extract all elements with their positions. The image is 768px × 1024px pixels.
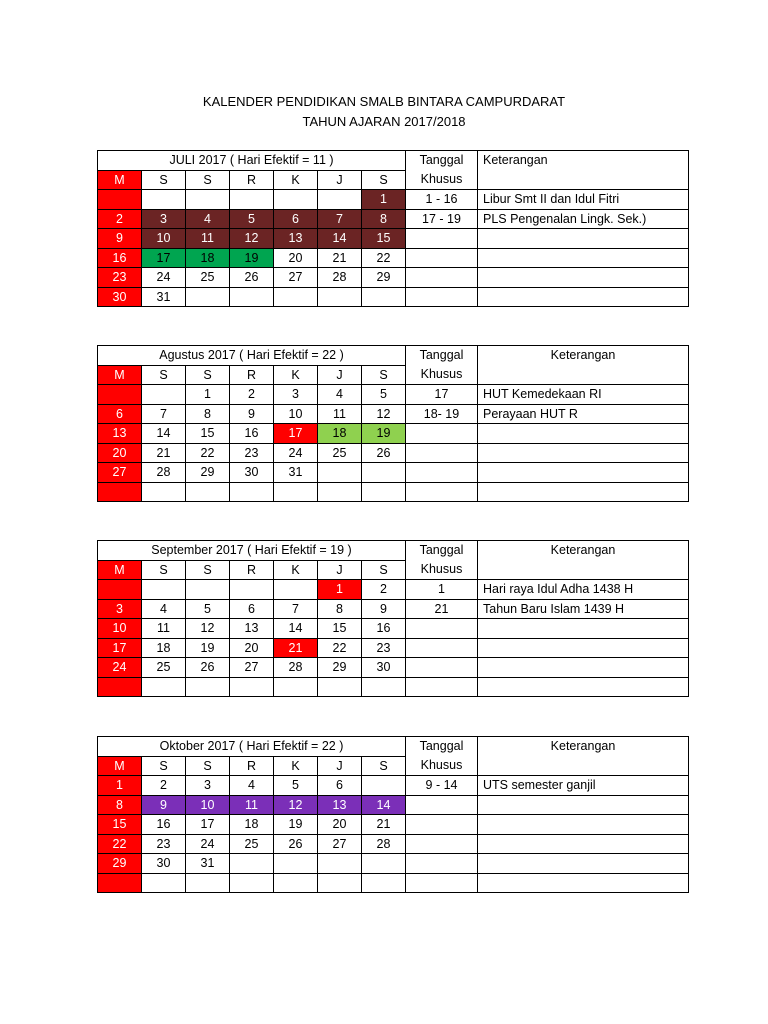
note-date: 1 [406, 580, 478, 600]
note-description: UTS semester ganjil [478, 776, 689, 796]
day-cell: 21 [142, 443, 186, 463]
day-cell [230, 873, 274, 893]
note-date [406, 443, 478, 463]
tanggal-khusus-header: Tanggal Khusus [406, 737, 478, 776]
weekday-label: S [362, 365, 406, 385]
day-cell: 13 [230, 619, 274, 639]
day-cell: 22 [318, 638, 362, 658]
day-cell: 15 [362, 229, 406, 249]
day-cell [98, 580, 142, 600]
day-cell [274, 482, 318, 502]
day-cell: 2 [362, 580, 406, 600]
day-cell [274, 580, 318, 600]
day-cell: 16 [362, 619, 406, 639]
day-cell: 22 [186, 443, 230, 463]
day-cell: 25 [186, 268, 230, 288]
weekday-label: J [318, 170, 362, 190]
day-cell [98, 190, 142, 210]
note-description [478, 677, 689, 697]
day-cell: 7 [274, 599, 318, 619]
week-row [98, 677, 689, 697]
day-cell: 29 [186, 463, 230, 483]
day-cell: 18 [230, 815, 274, 835]
day-cell [142, 190, 186, 210]
day-cell: 15 [98, 815, 142, 835]
day-cell: 29 [362, 268, 406, 288]
week-row [98, 873, 689, 893]
day-cell: 28 [362, 834, 406, 854]
note-date: 21 [406, 599, 478, 619]
month-table [97, 150, 689, 307]
day-cell [98, 482, 142, 502]
day-cell: 23 [142, 834, 186, 854]
weekday-label: J [318, 560, 362, 580]
day-cell [362, 463, 406, 483]
weekday-label: S [142, 170, 186, 190]
note-description: PLS Pengenalan Lingk. Sek.) [478, 209, 689, 229]
day-cell [230, 190, 274, 210]
note-date: 1 - 16 [406, 190, 478, 210]
weekday-label: K [274, 756, 318, 776]
day-cell: 26 [362, 443, 406, 463]
day-cell: 8 [98, 795, 142, 815]
day-cell: 26 [274, 834, 318, 854]
day-cell: 5 [186, 599, 230, 619]
day-cell: 22 [362, 248, 406, 268]
tanggal-khusus-header: Tanggal Khusus [406, 541, 478, 580]
day-cell [362, 482, 406, 502]
day-cell: 15 [186, 424, 230, 444]
day-cell: 19 [362, 424, 406, 444]
week-row [98, 580, 689, 600]
note-date [406, 854, 478, 874]
day-cell: 7 [142, 404, 186, 424]
day-cell: 12 [186, 619, 230, 639]
note-date [406, 268, 478, 288]
month-header: JULI 2017 ( Hari Efektif = 11 ) [98, 151, 406, 171]
day-cell: 30 [230, 463, 274, 483]
note-description [478, 795, 689, 815]
day-cell: 28 [142, 463, 186, 483]
weekday-label: S [142, 756, 186, 776]
day-cell: 19 [274, 815, 318, 835]
day-cell: 5 [230, 209, 274, 229]
weekday-label: S [186, 560, 230, 580]
day-cell [142, 677, 186, 697]
day-cell [362, 776, 406, 796]
day-cell: 20 [274, 248, 318, 268]
day-cell: 14 [318, 229, 362, 249]
day-cell [186, 190, 230, 210]
month-table [97, 736, 689, 893]
day-cell [274, 873, 318, 893]
note-description [478, 619, 689, 639]
day-cell: 11 [318, 404, 362, 424]
note-description: Tahun Baru Islam 1439 H [478, 599, 689, 619]
note-date [406, 834, 478, 854]
note-date [406, 638, 478, 658]
note-description [478, 638, 689, 658]
note-date [406, 677, 478, 697]
month-header: Oktober 2017 ( Hari Efektif = 22 ) [98, 737, 406, 757]
weekday-label: J [318, 756, 362, 776]
day-cell: 8 [186, 404, 230, 424]
note-date [406, 424, 478, 444]
day-cell [186, 873, 230, 893]
day-cell: 4 [318, 385, 362, 405]
day-cell: 3 [186, 776, 230, 796]
note-description: Libur Smt II dan Idul Fitri [478, 190, 689, 210]
day-cell: 25 [142, 658, 186, 678]
day-cell: 24 [274, 443, 318, 463]
day-cell [142, 385, 186, 405]
note-date [406, 619, 478, 639]
weekday-label: S [142, 560, 186, 580]
tanggal-khusus-header: Tanggal Khusus [406, 151, 478, 190]
week-row [98, 287, 689, 307]
weekday-label: R [230, 170, 274, 190]
day-cell: 24 [142, 268, 186, 288]
day-cell [318, 873, 362, 893]
day-cell: 8 [362, 209, 406, 229]
day-cell: 27 [274, 268, 318, 288]
week-row [98, 463, 689, 483]
day-cell [142, 482, 186, 502]
day-cell [362, 854, 406, 874]
week-row [98, 209, 689, 229]
note-date: 18- 19 [406, 404, 478, 424]
day-cell: 3 [142, 209, 186, 229]
day-cell: 12 [274, 795, 318, 815]
week-row [98, 638, 689, 658]
day-cell [274, 677, 318, 697]
day-cell [230, 854, 274, 874]
day-cell: 20 [98, 443, 142, 463]
week-row [98, 482, 689, 502]
day-cell: 11 [186, 229, 230, 249]
weekday-label: M [98, 560, 142, 580]
note-description [478, 287, 689, 307]
day-cell [230, 677, 274, 697]
month-header: September 2017 ( Hari Efektif = 19 ) [98, 541, 406, 561]
note-date [406, 287, 478, 307]
weekday-label: K [274, 170, 318, 190]
keterangan-header: Keterangan [478, 541, 689, 580]
week-row [98, 190, 689, 210]
day-cell: 23 [362, 638, 406, 658]
note-date [406, 658, 478, 678]
day-cell: 3 [274, 385, 318, 405]
day-cell: 3 [98, 599, 142, 619]
keterangan-header: Keterangan [478, 346, 689, 385]
day-cell: 1 [362, 190, 406, 210]
note-description: Hari raya Idul Adha 1438 H [478, 580, 689, 600]
day-cell: 1 [186, 385, 230, 405]
day-cell: 31 [142, 287, 186, 307]
month-table [97, 345, 689, 502]
day-cell: 20 [318, 815, 362, 835]
note-description [478, 248, 689, 268]
week-row [98, 834, 689, 854]
day-cell: 13 [98, 424, 142, 444]
day-cell [362, 677, 406, 697]
day-cell: 10 [186, 795, 230, 815]
note-description [478, 268, 689, 288]
month-header-row [98, 346, 689, 366]
weekday-label: S [142, 365, 186, 385]
day-cell [318, 287, 362, 307]
week-row [98, 815, 689, 835]
day-cell: 25 [230, 834, 274, 854]
month-header-row [98, 541, 689, 561]
note-date: 9 - 14 [406, 776, 478, 796]
note-description [478, 463, 689, 483]
weekday-label: J [318, 365, 362, 385]
weekday-label: K [274, 365, 318, 385]
week-row [98, 385, 689, 405]
day-cell [98, 873, 142, 893]
day-cell [230, 482, 274, 502]
day-cell: 31 [274, 463, 318, 483]
note-date [406, 482, 478, 502]
day-cell: 30 [98, 287, 142, 307]
day-cell: 18 [186, 248, 230, 268]
document-title: KALENDER PENDIDIKAN SMALB BINTARA CAMPURDARAT [202, 94, 566, 109]
note-description [478, 424, 689, 444]
day-cell: 12 [230, 229, 274, 249]
week-row [98, 404, 689, 424]
day-cell: 30 [142, 854, 186, 874]
day-cell: 21 [274, 638, 318, 658]
note-date [406, 795, 478, 815]
day-cell: 25 [318, 443, 362, 463]
day-cell: 5 [274, 776, 318, 796]
day-cell: 6 [230, 599, 274, 619]
day-cell [230, 580, 274, 600]
day-cell: 17 [142, 248, 186, 268]
day-cell: 4 [186, 209, 230, 229]
day-cell [186, 580, 230, 600]
day-cell: 9 [142, 795, 186, 815]
day-cell [142, 580, 186, 600]
day-cell: 16 [98, 248, 142, 268]
month-header: Agustus 2017 ( Hari Efektif = 22 ) [98, 346, 406, 366]
note-description: Perayaan HUT R [478, 404, 689, 424]
day-cell [142, 873, 186, 893]
note-description [478, 482, 689, 502]
weekday-label: K [274, 560, 318, 580]
note-date [406, 873, 478, 893]
day-cell: 27 [230, 658, 274, 678]
day-cell: 9 [362, 599, 406, 619]
day-cell: 17 [274, 424, 318, 444]
week-row [98, 795, 689, 815]
week-row [98, 443, 689, 463]
day-cell: 30 [362, 658, 406, 678]
day-cell: 22 [98, 834, 142, 854]
week-row [98, 599, 689, 619]
day-cell: 18 [142, 638, 186, 658]
day-cell: 27 [98, 463, 142, 483]
day-cell: 5 [362, 385, 406, 405]
day-cell: 6 [98, 404, 142, 424]
day-cell: 12 [362, 404, 406, 424]
weekday-label: R [230, 756, 274, 776]
note-date [406, 248, 478, 268]
day-cell: 2 [142, 776, 186, 796]
day-cell [98, 385, 142, 405]
day-cell [318, 854, 362, 874]
day-cell: 28 [274, 658, 318, 678]
note-description [478, 834, 689, 854]
note-description [478, 873, 689, 893]
day-cell: 17 [186, 815, 230, 835]
week-row [98, 776, 689, 796]
note-date [406, 815, 478, 835]
note-description [478, 854, 689, 874]
note-date: 17 - 19 [406, 209, 478, 229]
day-cell: 27 [318, 834, 362, 854]
day-cell: 29 [98, 854, 142, 874]
day-cell: 29 [318, 658, 362, 678]
day-cell: 26 [230, 268, 274, 288]
day-cell: 31 [186, 854, 230, 874]
day-cell: 9 [230, 404, 274, 424]
day-cell [186, 482, 230, 502]
day-cell: 17 [98, 638, 142, 658]
weekday-label: S [186, 365, 230, 385]
day-cell: 8 [318, 599, 362, 619]
weekday-label: M [98, 170, 142, 190]
day-cell [186, 677, 230, 697]
day-cell: 9 [98, 229, 142, 249]
day-cell: 2 [98, 209, 142, 229]
note-date [406, 463, 478, 483]
weekday-label: S [186, 170, 230, 190]
day-cell: 28 [318, 268, 362, 288]
day-cell: 1 [318, 580, 362, 600]
day-cell [274, 854, 318, 874]
day-cell: 6 [274, 209, 318, 229]
note-description: HUT Kemedekaan RI [478, 385, 689, 405]
day-cell: 11 [142, 619, 186, 639]
day-cell: 19 [230, 248, 274, 268]
note-description [478, 443, 689, 463]
document-subtitle: TAHUN AJARAN 2017/2018 [302, 114, 466, 129]
day-cell: 21 [362, 815, 406, 835]
tanggal-khusus-header: Tanggal Khusus [406, 346, 478, 385]
day-cell: 20 [230, 638, 274, 658]
day-cell [318, 677, 362, 697]
day-cell [98, 677, 142, 697]
week-row [98, 658, 689, 678]
month-table [97, 540, 689, 697]
day-cell: 14 [274, 619, 318, 639]
week-row [98, 424, 689, 444]
day-cell: 23 [98, 268, 142, 288]
day-cell [362, 873, 406, 893]
day-cell: 4 [142, 599, 186, 619]
day-cell: 2 [230, 385, 274, 405]
day-cell: 24 [98, 658, 142, 678]
day-cell: 26 [186, 658, 230, 678]
day-cell: 14 [142, 424, 186, 444]
weekday-label: S [362, 170, 406, 190]
note-description [478, 229, 689, 249]
week-row [98, 854, 689, 874]
day-cell: 1 [98, 776, 142, 796]
day-cell: 16 [142, 815, 186, 835]
keterangan-header: Keterangan [478, 737, 689, 776]
day-cell: 15 [318, 619, 362, 639]
note-date [406, 229, 478, 249]
day-cell: 24 [186, 834, 230, 854]
week-row [98, 248, 689, 268]
weekday-label: R [230, 560, 274, 580]
day-cell [362, 287, 406, 307]
day-cell: 13 [274, 229, 318, 249]
day-cell [318, 190, 362, 210]
weekday-label: M [98, 756, 142, 776]
week-row [98, 229, 689, 249]
day-cell [318, 482, 362, 502]
day-cell: 6 [318, 776, 362, 796]
day-cell: 4 [230, 776, 274, 796]
day-cell: 21 [318, 248, 362, 268]
day-cell: 13 [318, 795, 362, 815]
day-cell: 16 [230, 424, 274, 444]
keterangan-header: Keterangan [478, 151, 689, 190]
note-description [478, 658, 689, 678]
day-cell: 11 [230, 795, 274, 815]
day-cell: 7 [318, 209, 362, 229]
day-cell [274, 287, 318, 307]
day-cell [274, 190, 318, 210]
day-cell [186, 287, 230, 307]
day-cell: 23 [230, 443, 274, 463]
month-header-row [98, 151, 689, 171]
day-cell: 19 [186, 638, 230, 658]
note-description [478, 815, 689, 835]
note-date: 17 [406, 385, 478, 405]
day-cell: 18 [318, 424, 362, 444]
day-cell [230, 287, 274, 307]
weekday-label: S [186, 756, 230, 776]
week-row [98, 268, 689, 288]
weekday-label: R [230, 365, 274, 385]
day-cell: 10 [142, 229, 186, 249]
day-cell: 10 [98, 619, 142, 639]
day-cell [318, 463, 362, 483]
weekday-label: S [362, 756, 406, 776]
weekday-label: S [362, 560, 406, 580]
week-row [98, 619, 689, 639]
weekday-label: M [98, 365, 142, 385]
day-cell: 10 [274, 404, 318, 424]
day-cell: 14 [362, 795, 406, 815]
month-header-row [98, 737, 689, 757]
